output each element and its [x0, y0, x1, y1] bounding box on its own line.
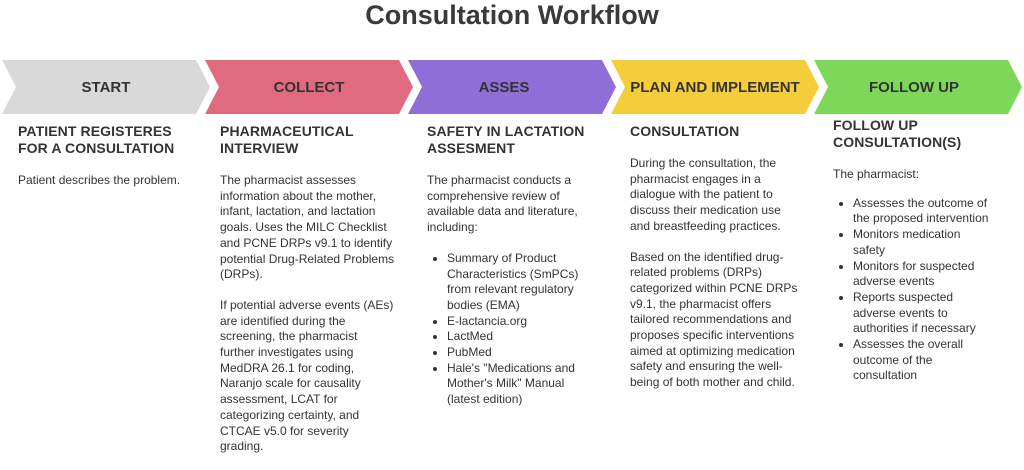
list-item: • Monitors for suspected adverse events — [853, 259, 993, 290]
list-item: • Assesses the outcome of the proposed intervention — [853, 196, 993, 227]
stage-label-collect: COLLECT — [273, 78, 345, 96]
stage-paragraph: The pharmacist: — [833, 167, 920, 181]
stage-paragraph: Patient describes the problem. — [18, 173, 181, 187]
stage-column-follow — [833, 117, 993, 384]
list-item: • Monitors medication safety — [853, 227, 993, 258]
stage-heading: FOLLOW UP CONSULTATION(S) — [833, 117, 962, 150]
stage-bullet-list — [833, 196, 993, 384]
stage-column-asses — [427, 123, 597, 408]
stage-heading: SAFETY IN LACTATION ASSESMENT — [427, 123, 585, 156]
list-item: • LactMed — [447, 329, 597, 345]
stage-paragraph: During the consultation, the pharmacist engages in a dialogue with the patient to discuss their medication use and breastfeeding practices. — [630, 156, 781, 233]
page-title: Consultation Workflow — [365, 0, 659, 30]
list-item: • Hale's "Medications and Mother's Milk" Manual (latest edition) — [447, 361, 597, 408]
list-item: • Assesses the overall outcome of the consultation — [853, 337, 993, 384]
list-item: • Reports suspected adverse events to authorities if necessary — [853, 290, 993, 337]
stage-label-start: START — [81, 78, 131, 96]
stage-heading: PHARMACEUTICAL INTERVIEW — [220, 123, 354, 156]
stage-heading: CONSULTATION — [630, 123, 740, 139]
stage-column-plan — [630, 123, 800, 406]
stage-column-start — [18, 123, 200, 204]
stage-label-asses: ASSES — [478, 78, 530, 96]
stage-label-follow: FOLLOW UP — [869, 78, 959, 96]
stage-column-collect — [220, 123, 395, 470]
stage-label-plan: PLAN AND IMPLEMENT — [630, 78, 800, 96]
list-item: • E-lactancia.org — [447, 314, 597, 330]
stage-heading: PATIENT REGISTERES FOR A CONSULTATION — [18, 123, 175, 156]
list-item: • Summary of Product Characteristics (SmPCs) from relevant regulatory bodies (EMA) — [447, 251, 597, 314]
stage-paragraph: The pharmacist conducts a comprehensive review of available data and literature, including: — [427, 173, 578, 235]
stage-paragraph: Based on the identified drug-related problems (DRPs) categorized within PCNE DRPs v9.1, the pharmacist offers tailored recommendations and proposes specific interventions aimed at optimizing medication safety and ensuring the well-being of both mother and child. — [630, 249, 798, 390]
stage-paragraph: The pharmacist assesses information about the mother, infant, lactation, and lactation goals. Uses the MILC Checklist and PCNE DRPs v9.1 to identify potential Drug-Related Problems (DRPs). — [220, 173, 395, 282]
stage-paragraph: If potential adverse events (AEs) are identified during the screening, the pharmacist further investigates using MedDRA 26.1 for coding, Naranjo scale for causality assessment, LCAT for categorizing certainty, and CTCAE v5.0 for severity grading. — [220, 297, 394, 454]
stage-bullet-list — [427, 251, 597, 408]
list-item: • PubMed — [447, 345, 597, 361]
